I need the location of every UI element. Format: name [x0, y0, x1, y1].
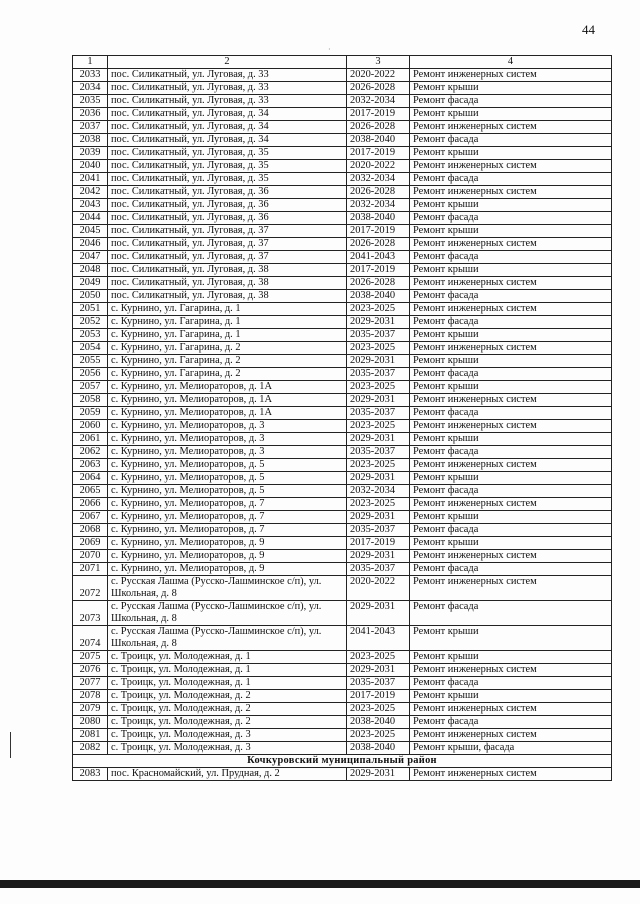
address-cell: пос. Силикатный, ул. Луговая, д. 37: [108, 251, 347, 264]
row-number: 2045: [73, 225, 108, 238]
years-cell: 2038-2040: [347, 742, 410, 755]
address-cell: с. Курнино, ул. Мелиораторов, д. 5: [108, 472, 347, 485]
address-cell: с. Курнино, ул. Мелиораторов, д. 3: [108, 433, 347, 446]
years-cell: 2029-2031: [347, 394, 410, 407]
years-cell: 2029-2031: [347, 355, 410, 368]
address-cell: с. Курнино, ул. Мелиораторов, д. 7: [108, 511, 347, 524]
address-cell: с. Курнино, ул. Гагарина, д. 2: [108, 342, 347, 355]
address-cell: пос. Силикатный, ул. Луговая, д. 36: [108, 212, 347, 225]
years-cell: 2023-2025: [347, 651, 410, 664]
work-type-cell: Ремонт инженерных систем: [410, 277, 612, 290]
years-cell: 2032-2034: [347, 95, 410, 108]
work-type-cell: Ремонт инженерных систем: [410, 121, 612, 134]
table-header-row: [73, 56, 612, 69]
row-number: 2078: [73, 690, 108, 703]
address-cell: пос. Силикатный, ул. Луговая, д. 35: [108, 173, 347, 186]
row-number: 2059: [73, 407, 108, 420]
years-cell: 2038-2040: [347, 716, 410, 729]
years-cell: 2038-2040: [347, 290, 410, 303]
years-cell: 2038-2040: [347, 134, 410, 147]
years-cell: 2023-2025: [347, 729, 410, 742]
work-type-cell: Ремонт крыши: [410, 147, 612, 160]
table-row: [73, 381, 612, 394]
table-row: [73, 199, 612, 212]
work-type-cell: Ремонт крыши: [410, 433, 612, 446]
years-cell: 2035-2037: [347, 446, 410, 459]
row-number: 2083: [73, 768, 108, 781]
header-cell-4: 4: [410, 56, 612, 69]
table-row: [73, 601, 612, 626]
table-row: [73, 329, 612, 342]
years-cell: 2023-2025: [347, 342, 410, 355]
table-row: [73, 433, 612, 446]
work-type-cell: Ремонт фасада: [410, 677, 612, 690]
years-cell: 2035-2037: [347, 368, 410, 381]
table-row: [73, 472, 612, 485]
table-row: [73, 225, 612, 238]
years-cell: 2023-2025: [347, 498, 410, 511]
table-row: [73, 498, 612, 511]
row-number: 2054: [73, 342, 108, 355]
address-cell: с. Курнино, ул. Гагарина, д. 2: [108, 368, 347, 381]
table-row: [73, 82, 612, 95]
row-number: 2062: [73, 446, 108, 459]
table-row: [73, 550, 612, 563]
years-cell: 2029-2031: [347, 316, 410, 329]
table-row: [73, 690, 612, 703]
table-row: [73, 238, 612, 251]
row-number: 2051: [73, 303, 108, 316]
row-number: 2053: [73, 329, 108, 342]
row-number: 2055: [73, 355, 108, 368]
row-number: 2044: [73, 212, 108, 225]
row-number: 2056: [73, 368, 108, 381]
work-type-cell: Ремонт крыши: [410, 225, 612, 238]
years-cell: 2035-2037: [347, 329, 410, 342]
address-cell: с. Троицк, ул. Молодежная, д. 3: [108, 729, 347, 742]
work-type-cell: Ремонт инженерных систем: [410, 576, 612, 601]
table-row: [73, 303, 612, 316]
years-cell: 2035-2037: [347, 407, 410, 420]
address-cell: с. Русская Лашма (Русско-Лашминское с/п), ул. Школьная, д. 8: [108, 626, 347, 651]
row-number: 2077: [73, 677, 108, 690]
address-cell: пос. Силикатный, ул. Луговая, д. 36: [108, 199, 347, 212]
years-cell: 2041-2043: [347, 626, 410, 651]
address-cell: с. Курнино, ул. Гагарина, д. 1: [108, 316, 347, 329]
table-row: [73, 264, 612, 277]
years-cell: 2026-2028: [347, 186, 410, 199]
table-row: [73, 368, 612, 381]
work-type-cell: Ремонт фасада: [410, 563, 612, 576]
years-cell: 2017-2019: [347, 264, 410, 277]
years-cell: 2038-2040: [347, 212, 410, 225]
work-type-cell: Ремонт фасада: [410, 368, 612, 381]
address-cell: пос. Красномайский, ул. Прудная, д. 2: [108, 768, 347, 781]
row-number: 2060: [73, 420, 108, 433]
table-row: [73, 703, 612, 716]
table-row: [73, 677, 612, 690]
row-number: 2041: [73, 173, 108, 186]
address-cell: с. Курнино, ул. Гагарина, д. 1: [108, 329, 347, 342]
address-cell: с. Курнино, ул. Мелиораторов, д. 1А: [108, 407, 347, 420]
address-cell: с. Троицк, ул. Молодежная, д. 1: [108, 677, 347, 690]
row-number: 2061: [73, 433, 108, 446]
address-cell: с. Троицк, ул. Молодежная, д. 2: [108, 716, 347, 729]
work-type-cell: Ремонт фасада: [410, 716, 612, 729]
address-cell: с. Курнино, ул. Мелиораторов, д. 1А: [108, 381, 347, 394]
work-type-cell: Ремонт инженерных систем: [410, 160, 612, 173]
scan-dot-mark: ·: [328, 45, 331, 54]
row-number: 2073: [73, 601, 108, 626]
row-number: 2064: [73, 472, 108, 485]
address-cell: пос. Силикатный, ул. Луговая, д. 37: [108, 238, 347, 251]
years-cell: 2029-2031: [347, 472, 410, 485]
work-type-cell: Ремонт инженерных систем: [410, 238, 612, 251]
row-number: 2046: [73, 238, 108, 251]
work-type-cell: Ремонт инженерных систем: [410, 69, 612, 82]
years-cell: 2032-2034: [347, 173, 410, 186]
table-row: [73, 651, 612, 664]
table-row: [73, 316, 612, 329]
address-cell: пос. Силикатный, ул. Луговая, д. 33: [108, 95, 347, 108]
row-number: 2038: [73, 134, 108, 147]
work-type-cell: Ремонт инженерных систем: [410, 498, 612, 511]
work-type-cell: Ремонт крыши: [410, 626, 612, 651]
table-row: [73, 768, 612, 781]
section-title: Кочкуровский муниципальный район: [73, 755, 612, 768]
address-cell: с. Троицк, ул. Молодежная, д. 1: [108, 651, 347, 664]
address-cell: пос. Силикатный, ул. Луговая, д. 38: [108, 264, 347, 277]
work-type-cell: Ремонт инженерных систем: [410, 664, 612, 677]
table-row: [73, 290, 612, 303]
address-cell: с. Курнино, ул. Гагарина, д. 1: [108, 303, 347, 316]
address-cell: с. Курнино, ул. Мелиораторов, д. 7: [108, 524, 347, 537]
margin-mark: [10, 732, 11, 758]
table-row: [73, 511, 612, 524]
header-cell-3: 3: [347, 56, 410, 69]
work-type-cell: Ремонт крыши: [410, 537, 612, 550]
years-cell: 2029-2031: [347, 768, 410, 781]
work-type-cell: Ремонт крыши: [410, 381, 612, 394]
table-row: [73, 121, 612, 134]
row-number: 2069: [73, 537, 108, 550]
row-number: 2068: [73, 524, 108, 537]
row-number: 2080: [73, 716, 108, 729]
row-number: 2070: [73, 550, 108, 563]
address-cell: с. Курнино, ул. Гагарина, д. 2: [108, 355, 347, 368]
row-number: 2082: [73, 742, 108, 755]
years-cell: 2035-2037: [347, 563, 410, 576]
address-cell: пос. Силикатный, ул. Луговая, д. 35: [108, 147, 347, 160]
address-cell: пос. Силикатный, ул. Луговая, д. 34: [108, 134, 347, 147]
table-row: [73, 147, 612, 160]
row-number: 2058: [73, 394, 108, 407]
table-body: [73, 56, 612, 781]
table-row: [73, 407, 612, 420]
years-cell: 2026-2028: [347, 238, 410, 251]
years-cell: 2023-2025: [347, 381, 410, 394]
address-cell: с. Курнино, ул. Мелиораторов, д. 9: [108, 537, 347, 550]
address-cell: с. Курнино, ул. Мелиораторов, д. 9: [108, 563, 347, 576]
table-row: [73, 537, 612, 550]
row-number: 2052: [73, 316, 108, 329]
work-type-cell: Ремонт инженерных систем: [410, 303, 612, 316]
years-cell: 2035-2037: [347, 677, 410, 690]
years-cell: 2017-2019: [347, 108, 410, 121]
work-type-cell: Ремонт крыши: [410, 472, 612, 485]
work-type-cell: Ремонт инженерных систем: [410, 550, 612, 563]
row-number: 2037: [73, 121, 108, 134]
table-row: [73, 446, 612, 459]
address-cell: пос. Силикатный, ул. Луговая, д. 38: [108, 290, 347, 303]
work-type-cell: Ремонт инженерных систем: [410, 768, 612, 781]
row-number: 2076: [73, 664, 108, 677]
repair-schedule-table: [72, 55, 612, 781]
row-number: 2067: [73, 511, 108, 524]
work-type-cell: Ремонт крыши: [410, 82, 612, 95]
work-type-cell: Ремонт крыши: [410, 355, 612, 368]
table-row: [73, 160, 612, 173]
years-cell: 2023-2025: [347, 703, 410, 716]
table-row: [73, 742, 612, 755]
row-number: 2040: [73, 160, 108, 173]
work-type-cell: Ремонт инженерных систем: [410, 342, 612, 355]
row-number: 2066: [73, 498, 108, 511]
table-row: [73, 277, 612, 290]
table-row: [73, 69, 612, 82]
work-type-cell: Ремонт крыши: [410, 651, 612, 664]
row-number: 2063: [73, 459, 108, 472]
header-cell-2: 2: [108, 56, 347, 69]
work-type-cell: Ремонт фасада: [410, 95, 612, 108]
row-number: 2081: [73, 729, 108, 742]
work-type-cell: Ремонт крыши: [410, 511, 612, 524]
work-type-cell: Ремонт фасада: [410, 173, 612, 186]
row-number: 2079: [73, 703, 108, 716]
address-cell: пос. Силикатный, ул. Луговая, д. 35: [108, 160, 347, 173]
years-cell: 2029-2031: [347, 601, 410, 626]
scan-bottom-edge: [0, 880, 640, 888]
row-number: 2035: [73, 95, 108, 108]
row-number: 2065: [73, 485, 108, 498]
address-cell: с. Курнино, ул. Мелиораторов, д. 5: [108, 485, 347, 498]
work-type-cell: Ремонт фасада: [410, 134, 612, 147]
row-number: 2048: [73, 264, 108, 277]
table-row: [73, 664, 612, 677]
years-cell: 2020-2022: [347, 69, 410, 82]
address-cell: с. Курнино, ул. Мелиораторов, д. 7: [108, 498, 347, 511]
work-type-cell: Ремонт фасада: [410, 290, 612, 303]
work-type-cell: Ремонт крыши: [410, 329, 612, 342]
table-row: [73, 251, 612, 264]
row-number: 2074: [73, 626, 108, 651]
work-type-cell: Ремонт крыши: [410, 199, 612, 212]
address-cell: с. Курнино, ул. Мелиораторов, д. 1А: [108, 394, 347, 407]
row-number: 2036: [73, 108, 108, 121]
years-cell: 2026-2028: [347, 277, 410, 290]
work-type-cell: Ремонт фасада: [410, 212, 612, 225]
table-row: [73, 485, 612, 498]
row-number: 2039: [73, 147, 108, 160]
address-cell: с. Курнино, ул. Мелиораторов, д. 5: [108, 459, 347, 472]
years-cell: 2023-2025: [347, 420, 410, 433]
years-cell: 2017-2019: [347, 690, 410, 703]
years-cell: 2026-2028: [347, 121, 410, 134]
years-cell: 2029-2031: [347, 550, 410, 563]
work-type-cell: Ремонт фасада: [410, 601, 612, 626]
work-type-cell: Ремонт фасада: [410, 524, 612, 537]
years-cell: 2026-2028: [347, 82, 410, 95]
years-cell: 2032-2034: [347, 199, 410, 212]
row-number: 2071: [73, 563, 108, 576]
address-cell: с. Курнино, ул. Мелиораторов, д. 3: [108, 420, 347, 433]
years-cell: 2017-2019: [347, 147, 410, 160]
work-type-cell: Ремонт фасада: [410, 485, 612, 498]
address-cell: пос. Силикатный, ул. Луговая, д. 34: [108, 121, 347, 134]
row-number: 2049: [73, 277, 108, 290]
years-cell: 2020-2022: [347, 160, 410, 173]
work-type-cell: Ремонт инженерных систем: [410, 186, 612, 199]
address-cell: с. Русская Лашма (Русско-Лашминское с/п), ул. Школьная, д. 8: [108, 576, 347, 601]
address-cell: пос. Силикатный, ул. Луговая, д. 37: [108, 225, 347, 238]
work-type-cell: Ремонт инженерных систем: [410, 420, 612, 433]
row-number: 2033: [73, 69, 108, 82]
years-cell: 2032-2034: [347, 485, 410, 498]
row-number: 2047: [73, 251, 108, 264]
work-type-cell: Ремонт фасада: [410, 316, 612, 329]
table-row: [73, 212, 612, 225]
address-cell: пос. Силикатный, ул. Луговая, д. 38: [108, 277, 347, 290]
table-row: [73, 459, 612, 472]
years-cell: 2029-2031: [347, 664, 410, 677]
years-cell: 2041-2043: [347, 251, 410, 264]
years-cell: 2017-2019: [347, 537, 410, 550]
address-cell: пос. Силикатный, ул. Луговая, д. 34: [108, 108, 347, 121]
years-cell: 2023-2025: [347, 459, 410, 472]
address-cell: с. Троицк, ул. Молодежная, д. 1: [108, 664, 347, 677]
row-number: 2042: [73, 186, 108, 199]
table-row: [73, 108, 612, 121]
row-number: 2075: [73, 651, 108, 664]
section-row: [73, 755, 612, 768]
table-row: [73, 716, 612, 729]
table-row: [73, 355, 612, 368]
row-number: 2050: [73, 290, 108, 303]
page-number: 44: [582, 22, 595, 37]
table-row: [73, 563, 612, 576]
years-cell: 2035-2037: [347, 524, 410, 537]
row-number: 2043: [73, 199, 108, 212]
work-type-cell: Ремонт фасада: [410, 251, 612, 264]
address-cell: пос. Силикатный, ул. Луговая, д. 36: [108, 186, 347, 199]
address-cell: с. Троицк, ул. Молодежная, д. 2: [108, 703, 347, 716]
work-type-cell: Ремонт крыши: [410, 264, 612, 277]
address-cell: с. Русская Лашма (Русско-Лашминское с/п), ул. Школьная, д. 8: [108, 601, 347, 626]
address-cell: с. Троицк, ул. Молодежная, д. 3: [108, 742, 347, 755]
work-type-cell: Ремонт инженерных систем: [410, 459, 612, 472]
work-type-cell: Ремонт крыши, фасада: [410, 742, 612, 755]
years-cell: 2020-2022: [347, 576, 410, 601]
table-row: [73, 420, 612, 433]
table-row: [73, 626, 612, 651]
row-number: 2057: [73, 381, 108, 394]
address-cell: с. Курнино, ул. Мелиораторов, д. 9: [108, 550, 347, 563]
work-type-cell: Ремонт фасада: [410, 446, 612, 459]
years-cell: 2029-2031: [347, 511, 410, 524]
address-cell: с. Курнино, ул. Мелиораторов, д. 3: [108, 446, 347, 459]
address-cell: пос. Силикатный, ул. Луговая, д. 33: [108, 82, 347, 95]
years-cell: 2029-2031: [347, 433, 410, 446]
table-row: [73, 729, 612, 742]
years-cell: 2023-2025: [347, 303, 410, 316]
table-row: [73, 173, 612, 186]
row-number: 2034: [73, 82, 108, 95]
table-row: [73, 186, 612, 199]
work-type-cell: Ремонт инженерных систем: [410, 729, 612, 742]
table-row: [73, 95, 612, 108]
header-cell-1: 1: [73, 56, 108, 69]
address-cell: пос. Силикатный, ул. Луговая, д. 33: [108, 69, 347, 82]
work-type-cell: Ремонт инженерных систем: [410, 703, 612, 716]
work-type-cell: Ремонт фасада: [410, 407, 612, 420]
years-cell: 2017-2019: [347, 225, 410, 238]
row-number: 2072: [73, 576, 108, 601]
table-row: [73, 394, 612, 407]
table-row: [73, 576, 612, 601]
work-type-cell: Ремонт крыши: [410, 108, 612, 121]
table-row: [73, 524, 612, 537]
work-type-cell: Ремонт крыши: [410, 690, 612, 703]
address-cell: с. Троицк, ул. Молодежная, д. 2: [108, 690, 347, 703]
work-type-cell: Ремонт инженерных систем: [410, 394, 612, 407]
table-row: [73, 342, 612, 355]
table-row: [73, 134, 612, 147]
